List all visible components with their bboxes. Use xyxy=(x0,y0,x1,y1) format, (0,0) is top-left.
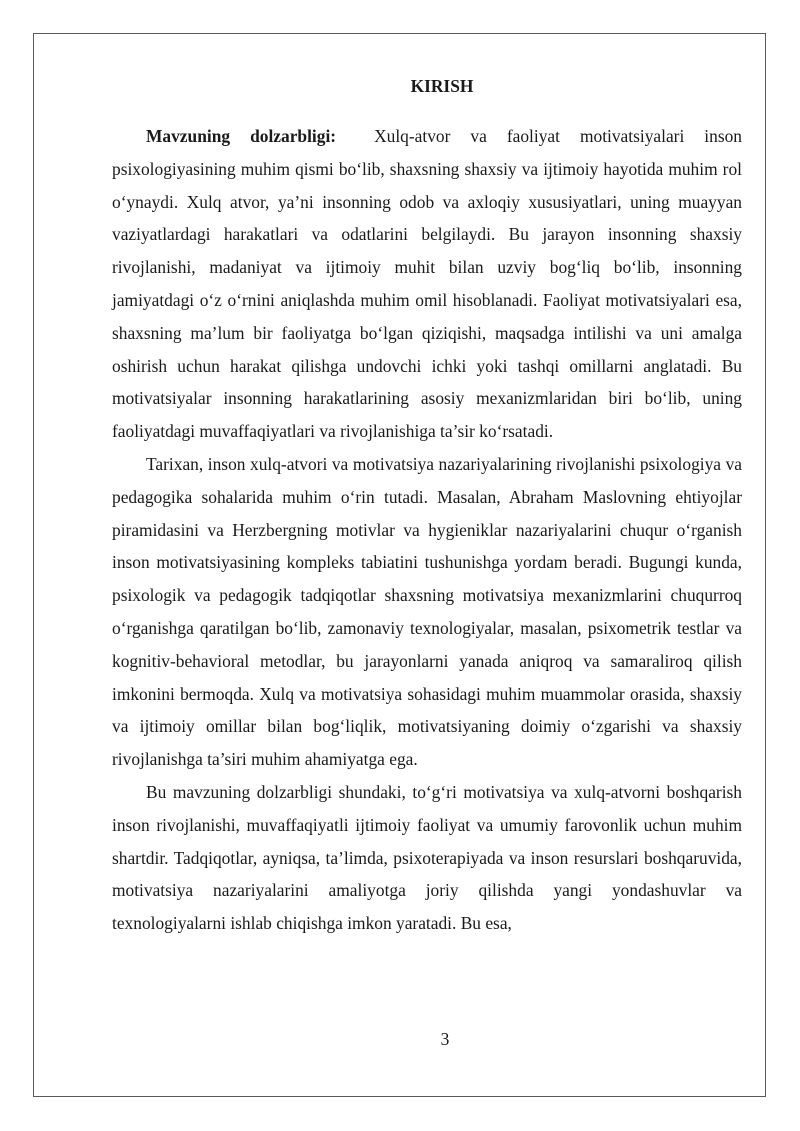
paragraph-2: Tarixan, inson xulq-atvori va motivatsiya nazariyalarining rivojlanishi psixologiya va pedagogika sohalarida muhim o‘rin tutadi. Masalan, Abraham Maslovning ehtiyojlar piramidasini va Herzbergning motivlar va hygieniklar nazariyalarini chuqur o‘rganish inson motivatsiyasining kompleks tabiatini tushunishga yordam beradi. Bugungi kunda, psixologik va pedagogik tadqiqotlar shaxsning motivatsiya mexanizmlarini chuqurroq o‘rganishga qaratilgan bo‘lib, zamonaviy texnologiyalar, masalan, psixometrik testlar va kognitiv-behavioral metodlar, bu jarayonlarni yanada aniqroq va samaraliroq qilish imkonini bermoqda. Xulq va motivatsiya sohasidagi muhim muammolar orasida, shaxsiy va ijtimoiy omillar bilan bog‘liqlik, motivatsiyaning doimiy o‘zgarishi va shaxsiy rivojlanishga ta’siri muhim ahamiyatga ega. xyxy=(112,453,742,770)
document-body xyxy=(112,66,742,940)
section-title: KIRISH xyxy=(410,76,474,96)
paragraph-1-text: Xulq-atvor va faoliyat motivatsiyalari inson psixologiyasining muhim qismi bo‘lib, shaxsning shaxsiy va ijtimoiy hayotida muhim rol o‘ynaydi. Xulq atvor, ya’ni insonning odob va axloqiy xususiyatlari, uning muayyan vaziyatlardagi harakatlari va odatlarini belgilaydi. Bu jarayon insonning shaxsiy rivojlanishi, madaniyat va ijtimoiy muhit bilan uzviy bog‘liq bo‘lib, insonning jamiyatdagi o‘z o‘rnini aniqlashda muhim omil hisoblanadi. Faoliyat motivatsiyalari esa, shaxsning ma’lum bir faoliyatga bo‘lgan qiziqishi, maqsadga intilishi va uni amalga oshirish uchun harakat qilishga undovchi ichki yoki tashqi omillarni anglatadi. Bu motivatsiyalar insonning harakatlarining asosiy mexanizmlaridan biri bo‘lib, uning faoliyatdagi muvaffaqiyatlari va rivojlanishiga ta’sir ko‘rsatadi. xyxy=(112,126,742,442)
lead-label: Mavzuning dolzarbligi: xyxy=(146,126,337,146)
paragraph-3: Bu mavzuning dolzarbligi shundaki, to‘g‘ri motivatsiya va xulq-atvorni boshqarish inson rivojlanishi, muvaffaqiyatli ijtimoiy faoliyat va umumiy farovonlik uchun muhim shartdir. Tadqiqotlar, ayniqsa, ta’limda, psixoterapiyada va inson resurslari boshqaruvida, motivatsiya nazariyalarini amaliyotga joriy qilishda yangi yondashuvlar va texnologiyalarni ishlab chiqishga imkon yaratadi. Bu esa, xyxy=(112,781,742,934)
paragraph-1 xyxy=(112,120,742,448)
page-number: 3 xyxy=(440,1029,450,1049)
